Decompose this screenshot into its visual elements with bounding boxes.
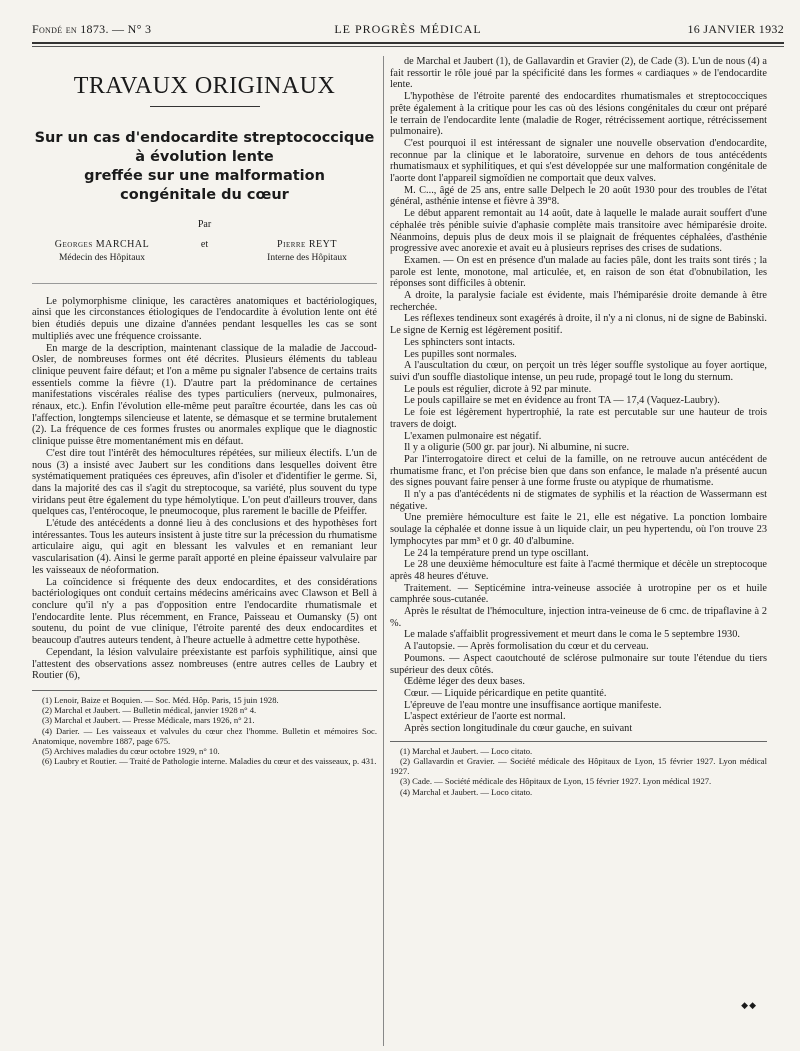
paragraph: Traitement. — Septicémine intra-veineuse associée à urotropine per os et huile camphrée sous-cutanée. (390, 582, 767, 606)
paragraph: La coïncidence si fréquente des deux endocardites, et des considérations bactériologiques ont conduit certains médecins américains avec Clawson et Bell à conclure qu'il n'y a pas d'opposition entre l'endocardite rhumatismale et l'endocardite lente. Plus récemment, en France, Paisseau et Oumansky (5) ont soutenu, du point de vue clinique, l'étroite parenté des deux endocardites et beaucoup d'autres auteurs tendent, à l'heure actuelle à admettre cette hypothèse. (32, 576, 377, 647)
journal-title: LE PROGRÈS MÉDICAL (334, 22, 482, 36)
left-footnotes (32, 695, 377, 766)
end-ornament: ◆◆ (741, 1000, 757, 1011)
paragraph: Les pupilles sont normales. (404, 348, 517, 360)
paragraph: Le 24 la température prend un type oscillant. (404, 547, 589, 559)
paragraph: Les sphincters sont intacts. (404, 336, 515, 348)
left-column (32, 56, 377, 1046)
paragraph: Une première hémoculture est faite le 21, elle est négative. La ponction lombaire soulage la céphalée et donne issue à un liquide clair, un peu hypertendu, où l'on trouve 23 lymphocytes par mm³ et 0 gr. 40 d'albumine. (390, 512, 767, 547)
article-title-line: Sur un cas d'endocardite streptococcique (34, 130, 375, 146)
footnote: (2) Marchal et Jaubert. — Bulletin médical, janvier 1928 n° 4. (42, 705, 257, 716)
footnote: (4) Darier. — Les vaisseaux et valvules du cœur chez l'homme. Bulletin et mémoires Soc. Anatomique, novembre 1887, page 675. (32, 725, 377, 746)
paragraph: C'est dire tout l'intérêt des hémocultures répétées, sur milieux électifs. L'un de nous (3) a insisté avec Jaubert sur les conditions dans lesquelles doivent être systématiquement pratiquées ces épreuves, afin d'isoler et d'identifier le germe. Si, dans la majorité des cas il s'agit du streptocoque, sa variété, plus souvent du type viridans peut être également du type hémolytique. L'on peut d'ailleurs trouver, dans quelques cas, l'entérocoque, le pneumocoque, plus rarement le bacille de Pfeiffer. (32, 447, 377, 518)
footnote: (6) Laubry et Routier. — Traité de Pathologie interne. Maladies du cœur et des vaisseaux, p. 431. (42, 756, 377, 767)
paragraph: A l'autopsie. — Après formolisation du cœur et du cerveau. (404, 641, 649, 653)
article-title-line: à évolution lente (135, 149, 274, 165)
paragraph: Cœur. — Liquide péricardique en petite quantité. (404, 687, 607, 699)
article-title (32, 129, 377, 205)
paragraph: Cependant, la lésion valvulaire préexistante est parfois syphilitique, ainsi que l'attestent des observations assez nombreuses (entre autres celles de Laubry et Routier (6), (32, 646, 377, 682)
article-title-line: congénitale du cœur (120, 187, 289, 203)
author-role: Interne des Hôpitaux (267, 253, 347, 264)
paragraph: En marge de la description, maintenant classique de la maladie de Jaccoud-Osler, de nombreuses formes ont été décrites. Plusieurs éléments du tableau clinique peuvent faire défaut; et l'on a même pu signaler l'absence de certains traits essentiels comme la fièvre (1). D'autre part la prédominance de certaines manifestations viscérales réalise des types particuliers (nerveux, pulmonaires, rénaux, etc.). Enfin l'évolution elle-même peut paraître écourtée, dans les cas où l'affection, longtemps silencieuse et latente, se démasque et se termine brutalement (2). La fréquence de ces formes frustes ou anormales explique que le diagnostic clinique puisse être momentanément mis en défaut. (32, 342, 377, 448)
paragraph: Examen. — On est en présence d'un malade au facies pâle, dont les traits sont tirés ; la parole est lente, monotone, mal articulée, et, en raison de son état d'obnubilation, les réponses sont difficiles à obtenir. (390, 254, 767, 290)
paragraph: L'épreuve de l'eau montre une insuffisance aortique manifeste. (404, 699, 662, 711)
paragraph: Œdème léger des deux bases. (404, 676, 525, 688)
paragraph: Le polymorphisme clinique, les caractères anatomiques et bactériologiques, ainsi que les circonstances étiologiques de l'endocardite à évolution lente ont été bien étudiés depuis une dizaine d'années pendant lesquelles les cas se sont multipliés avec une fréquence croissante. (32, 295, 377, 342)
article-title-line: greffée sur une malformation (84, 168, 325, 184)
authors (32, 239, 377, 273)
paragraph: Le début apparent remontait au 14 août, date à laquelle le malade aurait souffert d'une céphalée très pénible suivie d'aphasie complète mais transitoire avec hémiparésie droite. Néanmoins, depuis plus de deux mois il se plaignait de fréquentes céphalées, d'asthénie progressive avec anorexie et avait eu à plusieurs reprises des crises de sudations. (390, 208, 767, 255)
author-and: et (200, 238, 209, 250)
footnote: (3) Marchal et Jaubert. — Presse Médicale, mars 1926, n° 21. (42, 715, 255, 726)
footnote-rule (390, 741, 767, 742)
paragraph: A droite, la paralysie faciale est évidente, mais l'hémiparésie droite demande à être recherchée. (390, 290, 767, 313)
paragraph: Il y a oligurie (500 gr. par jour). Ni albumine, ni sucre. (404, 442, 630, 454)
paragraph: Le pouls capillaire se met en évidence au front TA — 17,4 (Vaquez-Laubry). (404, 395, 720, 407)
paragraph: L'étude des antécédents a donné lieu à des conclusions et des hypothèses fort intéressantes. Tous les auteurs insistent à juste titre sur la précession du rhumatisme articulaire aigu, qui agit en blessant les valvules et en remaniant leur vascularisation (4). Ainsi le germe paraît apporté en pleine épaisseur valvulaire par les vaisseaux de néoformation. (32, 518, 377, 576)
footnote: (1) Marchal et Jaubert. — Loco citato. (400, 745, 533, 756)
footnote-rule (32, 690, 377, 691)
author-name: Georges MARCHAL (54, 238, 150, 250)
running-header (32, 22, 784, 38)
footnote: (2) Gallavardin et Gravier. — Société médicale des Hôpitaux de Lyon, 15 février 1927. Lyon médical 1927. (390, 755, 767, 777)
footnote: (5) Archives maladies du cœur octobre 1929, n° 10. (42, 745, 220, 756)
header-rule-thin (32, 46, 784, 47)
paragraph: M. C..., âgé de 25 ans, entre salle Delpech le 20 août 1930 pour des troubles de l'état général, asthénie intense et fièvre à 39°8. (390, 184, 767, 208)
paragraph: Il n'y a pas d'antécédents ni de stigmates de syphilis et la réaction de Wassermann est négative. (390, 489, 767, 512)
section-rule (150, 106, 260, 107)
paragraph: L'hypothèse de l'étroite parenté des endocardites rhumatismales et streptococciques prête également à la critique pour les cas où des lésions congénitales du cœur ont préparé le terrain de l'endocardite lente (maladie de Roger, rétrécissement aortique, rétrécissement pulmonaire). (390, 91, 767, 138)
footnote: (4) Marchal et Jaubert. — Loco citato. (400, 786, 533, 797)
paragraph: Après section longitudinale du cœur gauche, en suivant (404, 723, 633, 735)
author-name: Pierre REYT (277, 238, 337, 250)
issue-date: 16 JANVIER 1932 (687, 22, 784, 36)
paragraph: Le malade s'affaiblit progressivement et meurt dans le coma le 5 septembre 1930. (404, 629, 740, 641)
paragraph: Le 28 une deuxième hémoculture est faite à l'acmé thermique et décèle un streptocoque après 48 heures d'étuve. (390, 559, 767, 582)
author-role: Médecin des Hôpitaux (58, 253, 145, 264)
section-title: TRAVAUX ORIGINAUX (73, 73, 336, 99)
paragraph: Poumons. — Aspect caoutchouté de sclérose pulmonaire sur toute l'étendue du tiers supérieur des deux côtés. (390, 652, 767, 676)
left-body (32, 296, 377, 682)
author-rule (32, 283, 377, 284)
paragraph: L'examen pulmonaire est négatif. (404, 430, 542, 442)
right-column (390, 56, 767, 1046)
paragraph: Par l'interrogatoire direct et celui de la famille, on ne retrouve aucun antécédent de rhumatisme franc, et l'on précise bien que dans son enfance, le malade n'a présenté aucun des signes pouvant faire penser à une forme fruste ou atypique de rhumatisme. (390, 453, 767, 489)
header-rule (32, 42, 784, 44)
paragraph: de Marchal et Jaubert (1), de Gallavardin et Gravier (2), de Cade (3). L'un de nous (4) a fait ressortir le rôle joué par la spécificité dans les formes « cardiaques » de l'endocardite lente. (390, 56, 767, 91)
column-divider (383, 56, 384, 1046)
author-2 (237, 239, 377, 265)
footnote: (3) Cade. — Société médicale des Hôpitaux de Lyon, 15 février 1927. Lyon médical 1927. (400, 776, 712, 787)
paragraph: Le foie est légèrement hypertrophié, la rate est percutable sur une hauteur de trois travers de doigt. (390, 407, 767, 430)
paragraph: Les réflexes tendineux sont exagérés à droite, il n'y a ni clonus, ni de signe de Babinski. Le signe de Kernig est légèrement positif. (390, 313, 767, 337)
paragraph: Le pouls est régulier, dicrote à 92 par minute. (404, 383, 592, 395)
footnote: (1) Lenoir, Baize et Boquien. — Soc. Méd. Hôp. Paris, 15 juin 1928. (42, 694, 279, 705)
right-footnotes (390, 746, 767, 797)
paragraph: A l'auscultation du cœur, on perçoit un très léger souffle systolique au foyer aortique, suivi d'un souffle diastolique intense, un peu rude, propagé tout le long du sternum. (390, 360, 767, 383)
paragraph: Après le résultat de l'hémoculture, injection intra-veineuse de 6 cmc. de tripaflavine à 2 %. (390, 606, 767, 629)
header-founded: Fondé en 1873. — N° 3 (32, 22, 152, 36)
byline-par: Par (197, 219, 212, 230)
paragraph: C'est pourquoi il est intéressant de signaler une nouvelle observation d'endocardite, reconnue par la clinique et le laboratoire, survenue en dehors de tous antécédents rhumatismaux et syphilitiques, et qui s'est développée sur une malformation congénitale de l'aorte dont l'appareil sigmoïdien ne comportait que deux valves. (390, 137, 767, 185)
paragraph: L'aspect extérieur de l'aorte est normal. (404, 711, 566, 723)
right-body (390, 56, 767, 735)
